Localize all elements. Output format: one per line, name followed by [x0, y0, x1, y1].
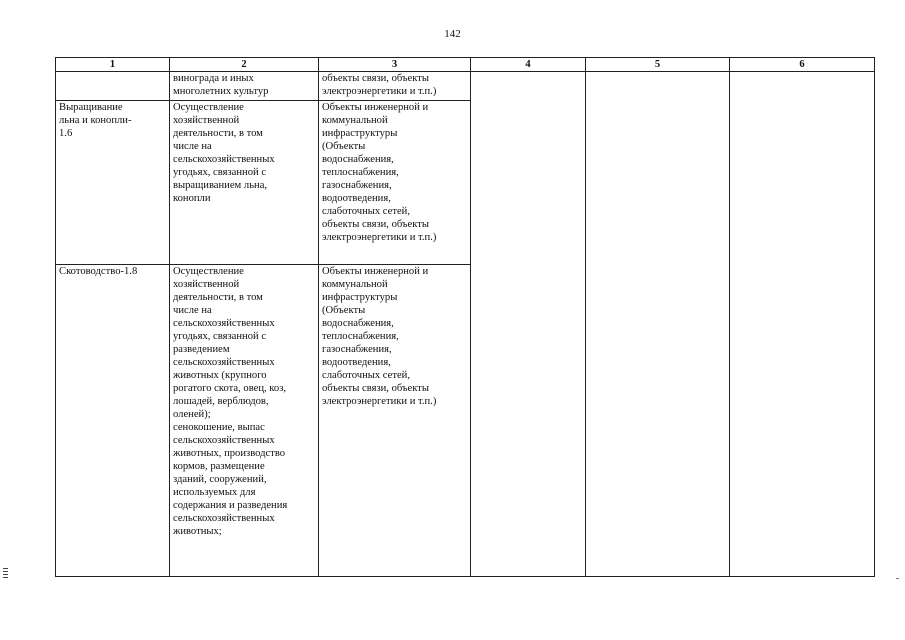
description-cell [170, 265, 319, 577]
regulations-table [55, 57, 875, 577]
header-row [56, 58, 875, 72]
page-number: 142 [444, 28, 461, 40]
permitted-objects: объекты связи, объекты электроэнергетики и т.п.) [322, 73, 437, 97]
description-cell [170, 72, 319, 101]
column-header-2: 2 [170, 58, 319, 72]
land-use-name: Выращивание льна и конопли- 1.6 [59, 102, 132, 139]
column-header-4: 4 [471, 58, 586, 72]
table-row [56, 265, 875, 577]
land-use-description: Осуществление хозяйственной деятельности, в том числе на сельскохозяйственных угодьях, связанной с выращиванием льна, конопли [173, 102, 275, 204]
objects-cell [319, 101, 471, 265]
land-use-name-cell [56, 72, 170, 101]
scan-edge-mark [3, 568, 8, 580]
land-use-name-cell [56, 265, 170, 577]
table-row [56, 72, 875, 101]
land-use-name-cell [56, 101, 170, 265]
empty-cell-col4 [471, 265, 586, 577]
objects-cell [319, 265, 471, 577]
empty-cell-col5 [586, 72, 730, 101]
empty-cell-col5 [586, 101, 730, 265]
table-row [56, 101, 875, 265]
permitted-objects: Объекты инженерной и коммунальной инфраструктуры (Объекты водоснабжения, теплоснабжения, газоснабжения, водоотведения, слаботочных сетей, объекты связи, объекты электроэнергетики и т.п.) [322, 266, 437, 407]
column-header-3: 3 [319, 58, 471, 72]
column-header-1: 1 [56, 58, 170, 72]
objects-cell [319, 72, 471, 101]
land-use-description: винограда и иных многолетних культур [173, 73, 269, 97]
empty-cell-col4 [471, 72, 586, 101]
empty-cell-col5 [586, 265, 730, 577]
land-use-name: Скотоводство-1.8 [59, 266, 138, 277]
permitted-objects: Объекты инженерной и коммунальной инфраструктуры (Объекты водоснабжения, теплоснабжения, газоснабжения, водоотведения, слаботочных сетей, объекты связи, объекты электроэнергетики и т.п.) [322, 102, 437, 243]
land-use-description: Осуществление хозяйственной деятельности, в том числе на сельскохозяйственных угодьях, связанной с разведением сельскохозяйственных животных (крупного рогатого скота, овец, коз, лошадей, верблюдов, оленей); сенокошение, выпас сельскохозяйственных животных, производство кормов, размещение зданий, сооружений, используемых для содержания и разведения сельскохозяйственных животных; [173, 266, 288, 537]
empty-cell-col4 [471, 101, 586, 265]
column-header-6: 6 [730, 58, 875, 72]
description-cell [170, 101, 319, 265]
empty-cell-col6 [730, 265, 875, 577]
empty-cell-col6 [730, 101, 875, 265]
column-header-5: 5 [586, 58, 730, 72]
scan-edge-mark-right [896, 578, 899, 579]
empty-cell-col6 [730, 72, 875, 101]
